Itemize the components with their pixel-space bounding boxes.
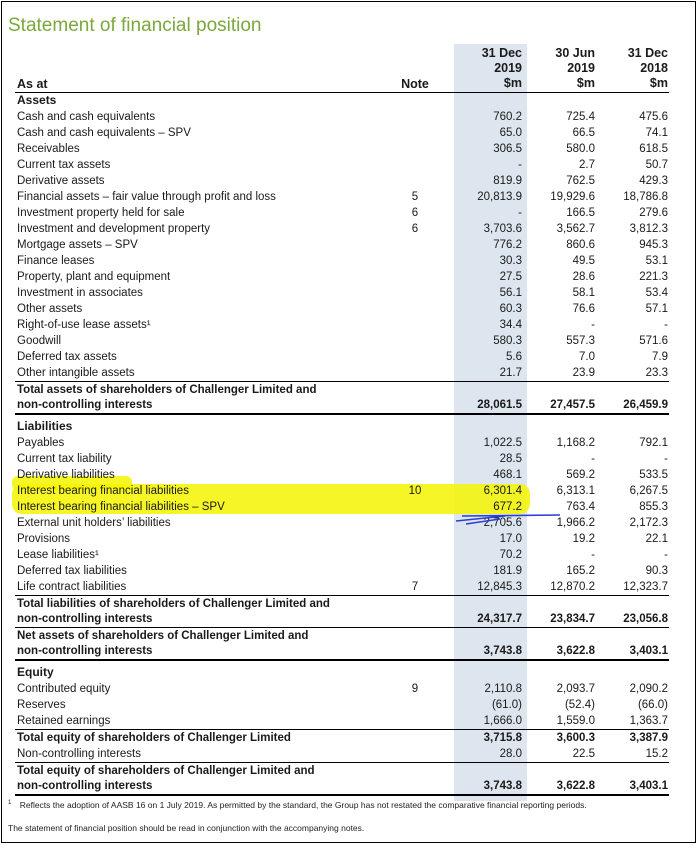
row-label: Payables [17,437,65,449]
footnote-1-marker: 1 [8,800,12,807]
table-row [0,237,699,253]
row-value-1: 3,715.8 [483,732,522,744]
row-label: Deferred tax assets [17,351,117,363]
row-value-1: 3,703.6 [483,223,522,235]
row-value-1: 819.9 [493,175,522,187]
row-value-2: 557.3 [566,335,595,347]
row-value-1: 468.1 [493,469,522,481]
row-value-1: 1,666.0 [483,715,522,727]
row-value-3: 57.1 [645,303,668,315]
row-label: Total assets of shareholders of Challenger Limited and [17,384,317,396]
header-rule [15,92,669,93]
row-value-3: 26,459.9 [623,399,668,411]
row-label: Current tax assets [17,159,111,171]
row-value-1: 2,705.6 [483,517,522,529]
row-label: Retained earnings [17,715,111,727]
row-value-2: 2,093.7 [556,683,595,695]
table-row [0,531,699,547]
row-label: Cash and cash equivalents [17,111,156,123]
row-label: Investment and development property [17,223,211,235]
note-header: Note [401,77,429,91]
row-value-3: 221.3 [639,271,668,283]
table-row [0,397,699,413]
table-row [0,435,699,451]
row-value-2: 2.7 [579,159,595,171]
row-value-3: 618.5 [639,143,668,155]
table-row [0,713,699,729]
row-value-1: 12,845.3 [477,581,522,593]
row-label: non-controlling interests [17,645,153,657]
row-value-3: - [664,319,668,331]
row-value-2: - [591,453,595,465]
table-row [0,317,699,333]
table-row [0,141,699,157]
row-note: 5 [411,191,419,203]
row-value-3: 533.5 [639,469,668,481]
total-rule [15,659,669,661]
table-row [0,763,699,779]
row-value-3: 12,323.7 [623,581,668,593]
row-value-1: (61.0) [491,699,522,711]
table-row [0,349,699,365]
table-row [0,285,699,301]
row-value-2: 1,559.0 [556,715,595,727]
table-row [0,697,699,713]
footnote-1-text: Reflects the adoption of AASB 16 on 1 July 2019. As permitted by the standard, the Group has not restated the comparative financial reporting periods. [19,800,587,810]
row-label: Total liabilities of shareholders of Challenger Limited and [17,598,330,610]
row-value-1: 3,743.8 [483,645,522,657]
row-value-1: 65.0 [499,127,522,139]
row-label: Right-of-use lease assets¹ [17,319,151,331]
table-row [0,205,699,221]
as-at-label: As at [17,77,48,91]
equity-heading: Equity [17,665,54,679]
row-value-2: 165.2 [566,565,595,577]
row-value-2: 3,562.7 [556,223,595,235]
table-row [0,451,699,467]
row-value-2: 7.0 [579,351,595,363]
row-label: non-controlling interests [17,399,153,411]
row-value-2: - [591,319,595,331]
table-row [0,467,699,483]
row-label: Receivables [17,143,80,155]
row-label: Mortgage assets – SPV [17,239,138,251]
row-value-3: 2,090.2 [629,683,668,695]
assets-heading: Assets [17,93,57,107]
table-row [0,547,699,563]
table-row [0,746,699,762]
row-value-3: (66.0) [637,699,668,711]
row-value-3: - [664,453,668,465]
row-value-3: 855.3 [639,501,668,513]
table-row [0,628,699,644]
row-value-1: 181.9 [493,565,522,577]
row-value-2: 58.1 [572,287,595,299]
column-header-31-dec-2018: 31 Dec 2018 $m [627,46,668,90]
row-value-1: 56.1 [499,287,522,299]
row-value-1: 28,061.5 [477,399,522,411]
row-value-1: 760.2 [493,111,522,123]
row-value-3: 74.1 [645,127,668,139]
table-row [0,611,699,627]
row-value-1: 28.5 [499,453,522,465]
row-value-2: 3,622.8 [556,780,595,792]
footnote-1 [8,800,587,810]
row-value-2: 763.4 [566,501,595,513]
row-value-3: 571.6 [639,335,668,347]
row-label: Total equity of shareholders of Challenger Limited and [17,765,315,777]
row-value-2: 19.2 [572,533,595,545]
row-value-3: 53.1 [645,255,668,267]
row-value-3: 53.4 [645,287,668,299]
row-label: Current tax liability [17,453,112,465]
row-value-3: 279.6 [639,207,668,219]
row-value-2: 1,168.2 [556,437,595,449]
row-value-3: 6,267.5 [629,485,668,497]
row-value-2: 23,834.7 [550,613,595,625]
row-value-1: 28.0 [499,748,522,760]
row-label: Goodwill [17,335,62,347]
row-value-3: 15.2 [645,748,668,760]
row-label: non-controlling interests [17,613,153,625]
row-value-1: 34.4 [499,319,522,331]
table-row [0,333,699,349]
row-value-2: 19,929.6 [550,191,595,203]
row-label: Contributed equity [17,683,111,695]
liabilities-heading: Liabilities [17,419,73,433]
row-value-1: - [518,207,522,219]
table-row [0,730,699,746]
row-value-1: - [518,159,522,171]
row-note: 6 [411,223,419,235]
row-value-3: 23.3 [645,367,668,379]
total-rule [15,413,669,415]
row-value-2: 762.5 [566,175,595,187]
row-value-2: 66.5 [572,127,595,139]
table-row [0,681,699,697]
row-label: Derivative assets [17,175,105,187]
row-label: Investment in associates [17,287,143,299]
table-row [0,499,699,515]
row-value-1: 2,110.8 [484,683,522,695]
row-value-2: (52.4) [564,699,595,711]
table-row [0,563,699,579]
row-value-2: 580.0 [566,143,595,155]
row-label: Cash and cash equivalents – SPV [17,127,191,139]
row-label: Property, plant and equipment [17,271,171,283]
row-value-3: 90.3 [645,565,668,577]
column-header-31-dec-2019: 31 Dec 2019 $m [481,46,522,90]
row-value-1: 580.3 [493,335,522,347]
row-value-3: 475.6 [639,111,668,123]
table-row [0,483,699,499]
row-value-1: 306.5 [493,143,522,155]
row-label: Lease liabilities¹ [17,549,99,561]
row-value-1: 1,022.5 [483,437,522,449]
table-row [0,173,699,189]
row-label: Investment property held for sale [17,207,185,219]
row-label: Total equity of shareholders of Challenger Limited [17,732,291,744]
row-value-3: 3,387.9 [629,732,668,744]
row-value-1: 27.5 [499,271,522,283]
row-value-2: 860.6 [566,239,595,251]
row-value-3: 3,812.3 [629,223,668,235]
row-note: 7 [411,581,419,593]
table-row [0,253,699,269]
column-header-30-jun-2019: 30 Jun 2019 $m [555,46,595,90]
row-label: Deferred tax liabilities [17,565,127,577]
row-value-2: 6,313.1 [556,485,595,497]
row-value-1: 30.3 [499,255,522,267]
row-value-3: 7.9 [652,351,668,363]
row-value-1: 20,813.9 [477,191,522,203]
row-note: 9 [411,683,419,695]
row-label: Provisions [17,533,71,545]
row-value-3: 792.1 [639,437,668,449]
row-value-3: 1,363.7 [629,715,668,727]
row-value-1: 24,317.7 [477,613,522,625]
row-value-2: 12,870.2 [550,581,595,593]
row-note: 10 [408,485,422,497]
row-value-2: 49.5 [572,255,595,267]
row-value-2: 166.5 [566,207,595,219]
row-value-2: 3,600.3 [556,732,595,744]
row-label: Reserves [17,699,66,711]
row-label: Derivative liabilities [17,469,115,481]
table-row [0,365,699,381]
row-value-3: 50.7 [645,159,668,171]
table-row [0,382,699,398]
table-row [0,221,699,237]
row-value-1: 3,743.8 [483,780,522,792]
row-label: External unit holders’ liabilities [17,517,171,529]
row-value-3: 3,403.1 [629,780,668,792]
table-row [0,189,699,205]
page-title: Statement of financial position [8,15,262,36]
row-value-3: 945.3 [639,239,668,251]
row-label: Non-controlling interests [17,748,142,760]
row-note: 6 [411,207,419,219]
row-value-1: 5.6 [506,351,522,363]
table-row [0,515,699,531]
row-value-1: 70.2 [499,549,522,561]
row-value-1: 677.2 [493,501,522,513]
row-value-2: 28.6 [572,271,595,283]
row-value-3: - [664,549,668,561]
row-value-3: 22.1 [645,533,668,545]
row-label: Net assets of shareholders of Challenger Limited and [17,630,309,642]
table-row [0,125,699,141]
row-label: Finance leases [17,255,95,267]
row-value-1: 6,301.4 [483,485,522,497]
table-row [0,301,699,317]
row-label: Interest bearing financial liabilities – SPV [17,501,225,513]
row-label: Other intangible assets [17,367,135,379]
row-value-3: 18,786.8 [623,191,668,203]
table-row [0,596,699,612]
row-value-2: 725.4 [566,111,595,123]
row-value-2: 76.6 [572,303,595,315]
row-value-2: 1,966.2 [556,517,595,529]
row-label: non-controlling interests [17,780,153,792]
row-value-2: 23.9 [572,367,595,379]
row-value-3: 23,056.8 [623,613,668,625]
table-row [0,778,699,794]
row-label: Life contract liabilities [17,581,127,593]
row-value-1: 60.3 [499,303,522,315]
row-value-3: 3,403.1 [629,645,668,657]
table-row [0,579,699,595]
row-value-1: 21.7 [499,367,522,379]
footnote-2: The statement of financial position should be read in conjunction with the accompanying notes. [8,823,365,833]
table-row [0,109,699,125]
table-row [0,157,699,173]
row-value-1: 17.0 [499,533,522,545]
row-value-3: 2,172.3 [629,517,668,529]
row-value-2: 22.5 [572,748,595,760]
row-value-2: 27,457.5 [550,399,595,411]
row-label: Interest bearing financial liabilities [17,485,189,497]
table-row [0,643,699,659]
row-label: Financial assets – fair value through profit and loss [17,191,276,203]
row-label: Other assets [17,303,83,315]
row-value-3: 429.3 [639,175,668,187]
row-value-2: - [591,549,595,561]
total-rule [15,794,669,796]
table-row [0,269,699,285]
row-value-2: 3,622.8 [556,645,595,657]
row-value-2: 569.2 [566,469,595,481]
row-value-1: 776.2 [493,239,522,251]
